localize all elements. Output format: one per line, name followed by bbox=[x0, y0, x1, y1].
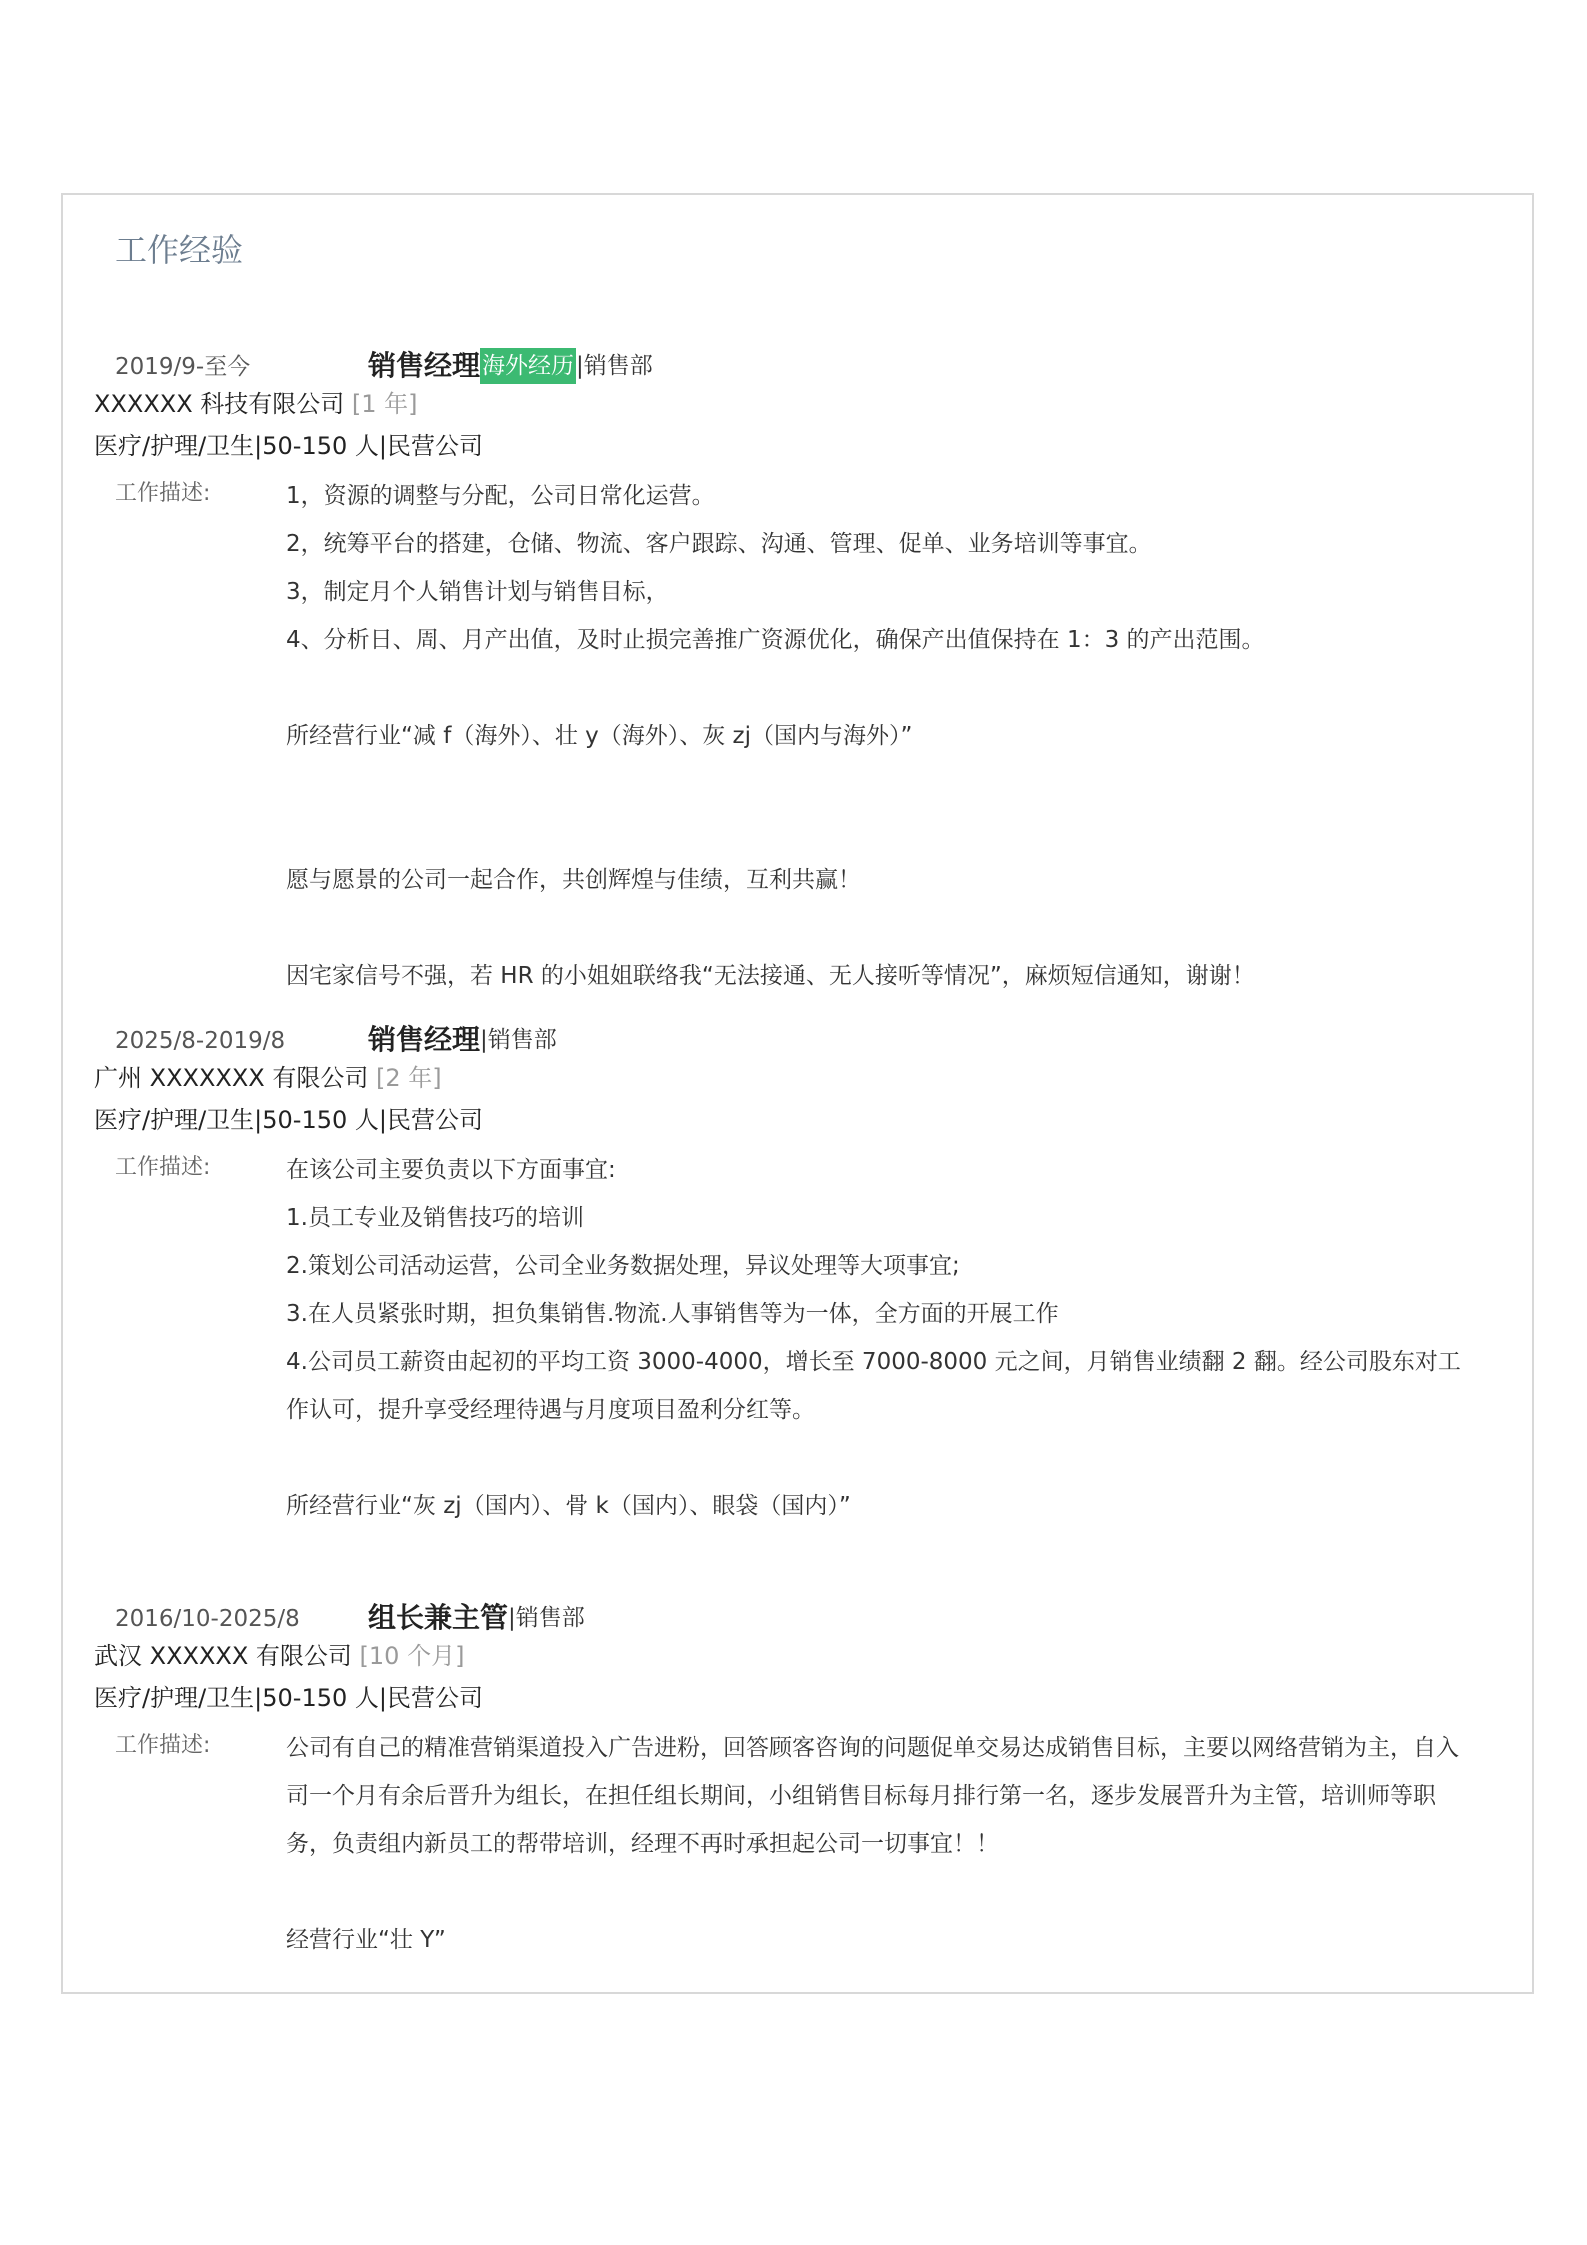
company-name: XXXXXX 科技有限公司 bbox=[94, 390, 345, 418]
company-line bbox=[94, 389, 418, 419]
description-line: 2.策划公司活动运营，公司全业务数据处理，异议处理等大项事宜; bbox=[286, 1253, 960, 1279]
job-title: 销售经理 bbox=[368, 349, 481, 382]
job-description bbox=[286, 472, 1476, 1000]
description-line: 4、分析日、周、月产出值，及时止损完善推广资源优化，确保产出值保持在 1：3 的产出范围。 bbox=[286, 627, 1265, 653]
job-duration: [1 年] bbox=[351, 390, 418, 418]
description-line: 所经营行业“灰 zj（国内）、骨 k（国内）、眼袋（国内）” bbox=[286, 1493, 851, 1519]
job-duration: [10 个月] bbox=[359, 1642, 465, 1670]
description-line: 3.在人员紧张时期，担负集销售.物流.人事销售等为一体，全方面的开展工作 bbox=[286, 1301, 1059, 1327]
job-header bbox=[0, 1598, 1587, 1638]
job-header bbox=[0, 1020, 1587, 1060]
description-line: 2，统筹平台的搭建，仓储、物流、客户跟踪、沟通、管理、促单、业务培训等事宜。 bbox=[286, 531, 1152, 557]
overseas-tag: 海外经历 bbox=[480, 348, 576, 384]
job-description bbox=[286, 1724, 1476, 1964]
description-line: 3，制定月个人销售计划与销售目标， bbox=[286, 579, 669, 605]
job-title-line bbox=[368, 1598, 585, 1638]
description-blank bbox=[286, 1434, 1476, 1482]
job-department: |销售部 bbox=[480, 1027, 557, 1053]
description-label: 工作描述: bbox=[115, 1155, 211, 1180]
description-blank bbox=[286, 760, 1476, 808]
company-name: 武汉 XXXXXX 有限公司 bbox=[94, 1642, 352, 1670]
description-line: 所经营行业“减 f（海外）、壮 y（海外）、灰 zj（国内与海外）” bbox=[286, 723, 913, 749]
description-line: 因宅家信号不强，若 HR 的小姐姐联络我“无法接通、无人接听等情况”，麻烦短信通知，谢谢！ bbox=[286, 963, 1255, 989]
job-period: 2019/9-至今 bbox=[115, 354, 251, 380]
description-line: 经营行业“壮 Y” bbox=[286, 1927, 446, 1953]
section-title: 工作经验 bbox=[115, 231, 244, 269]
description-line: 公司有自己的精准营销渠道投入广告进粉，回答顾客咨询的问题促单交易达成销售目标，主要以网络营销为主，自入司一个月有余后晋升为组长，在担任组长期间，小组销售目标每月排行第一名，逐步发展晋升为主管，培训师等职务，负责组内新员工的帮带培训，经理不再时承担起公司一切事宜！！ bbox=[286, 1735, 1459, 1857]
job-title-line bbox=[368, 346, 653, 386]
job-title: 组长兼主管 bbox=[368, 1601, 509, 1634]
description-blank bbox=[286, 1868, 1476, 1916]
description-label: 工作描述: bbox=[115, 481, 211, 506]
job-title: 销售经理 bbox=[368, 1023, 481, 1056]
job-duration: [2 年] bbox=[376, 1064, 442, 1092]
description-line: 1，资源的调整与分配，公司日常化运营。 bbox=[286, 483, 715, 509]
job-header bbox=[0, 346, 1587, 386]
description-line: 在该公司主要负责以下方面事宜: bbox=[286, 1157, 616, 1183]
description-line: 1.员工专业及销售技巧的培训 bbox=[286, 1205, 584, 1231]
description-blank bbox=[286, 664, 1476, 712]
job-period: 2025/8-2019/8 bbox=[115, 1028, 286, 1054]
company-industry: 医疗/护理/卫生|50-150 人|民营公司 bbox=[94, 1106, 483, 1134]
description-line: 4.公司员工薪资由起初的平均工资 3000-4000，增长至 7000-8000 元之间，月销售业绩翻 2 翻。经公司股东对工作认可，提升享受经理待遇与月度项目盈利分红等。 bbox=[286, 1349, 1461, 1423]
company-line bbox=[94, 1641, 464, 1671]
company-name: 广州 XXXXXXX 有限公司 bbox=[94, 1064, 369, 1092]
description-label: 工作描述: bbox=[115, 1733, 211, 1758]
job-department: |销售部 bbox=[508, 1605, 585, 1631]
company-industry: 医疗/护理/卫生|50-150 人|民营公司 bbox=[94, 432, 483, 460]
job-description bbox=[286, 1146, 1476, 1530]
description-blank bbox=[286, 808, 1476, 856]
company-industry: 医疗/护理/卫生|50-150 人|民营公司 bbox=[94, 1684, 483, 1712]
job-department: |销售部 bbox=[576, 353, 653, 379]
description-line: 愿与愿景的公司一起合作，共创辉煌与佳绩，互利共赢！ bbox=[286, 867, 861, 893]
job-title-line bbox=[368, 1020, 557, 1060]
company-line bbox=[94, 1063, 442, 1093]
description-blank bbox=[286, 904, 1476, 952]
job-period: 2016/10-2025/8 bbox=[115, 1606, 300, 1632]
